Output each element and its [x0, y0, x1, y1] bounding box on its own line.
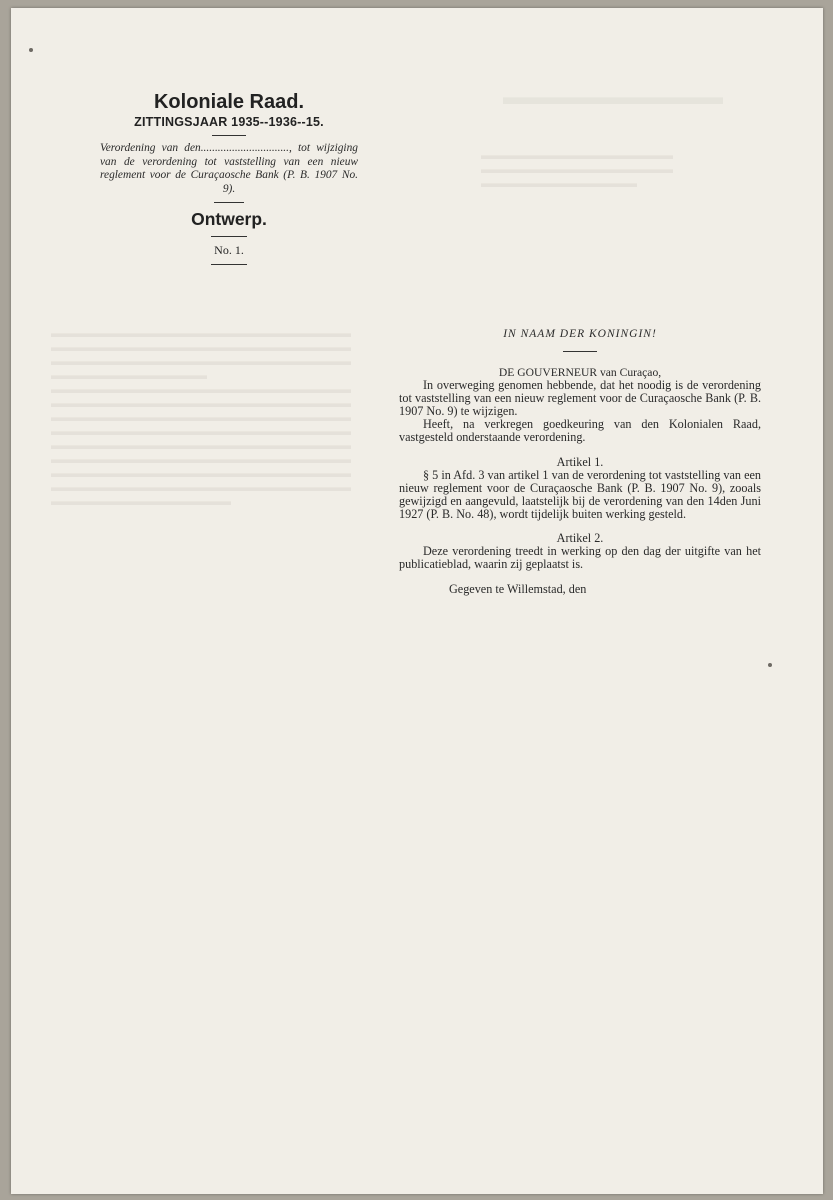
- document-header: [94, 90, 364, 271]
- document-number: No. 1.: [214, 243, 244, 257]
- divider: [214, 202, 244, 203]
- document-page: ▬▬▬▬▬▬▬▬▬▬ ▬▬▬▬▬▬▬▬▬▬▬▬▬▬▬▬ ▬▬▬▬▬▬▬▬▬▬▬▬▬▬▬▬ ▬▬▬▬▬▬▬▬▬▬▬▬▬ ▬▬▬▬▬▬▬▬▬▬▬▬▬▬▬▬▬▬▬▬▬▬▬▬▬ ▬▬▬▬▬▬▬▬▬▬▬▬▬▬▬▬▬▬▬▬▬▬▬▬▬ ▬▬▬▬▬▬▬▬▬▬▬▬▬▬▬▬▬▬▬▬▬▬▬▬▬ ▬▬▬▬▬▬▬▬▬▬▬▬▬ ▬▬▬▬▬▬▬▬▬▬▬▬▬▬▬▬▬▬▬▬▬▬▬▬▬ ▬▬▬▬▬▬▬▬▬▬▬▬▬▬▬▬▬▬▬▬▬▬▬▬▬ ▬▬▬▬▬▬▬▬▬▬▬▬▬▬▬▬▬▬▬▬▬▬▬▬▬ ▬▬▬▬▬▬▬▬▬▬▬▬▬▬▬▬▬▬▬▬▬▬▬▬▬ ▬▬▬▬▬▬▬▬▬▬▬▬▬▬▬▬▬▬▬▬▬▬▬▬▬ ▬▬▬▬▬▬▬▬▬▬▬▬▬▬▬▬▬▬▬▬▬▬▬▬▬ ▬▬▬▬▬▬▬▬▬▬▬▬▬▬▬▬▬▬▬▬▬▬▬▬▬ ▬▬▬▬▬▬▬▬▬▬▬▬▬▬▬▬▬▬▬▬▬▬▬▬▬ ▬▬▬▬▬▬▬▬▬▬▬▬▬▬▬ Koloniale Raad. ZITTINGSJAAR 1935--1936--15. Verordening van den..............................., tot wijziging van de verordening tot vaststelling van een nieuw reglement voor de Curaçaosche Bank (P. B. 1907 No. 9). Ontwerp. No. 1. IN NAAM DER KONINGIN! DE GOUVERNEUR van Curaçao, In overweging genomen hebbende, dat het noodig is de verordening tot vaststelling van een nieuw reglement voor de Curaçaosche Bank (P. B. 1907 No. 9) te wijzigen. Heeft, na verkregen goedkeuring van den Kolonialen Raad, vastgesteld onderstaande verordening. Artikel 1. § 5 in Afd. 3 van artikel 1 van de verordening tot vaststelling van een nieuw reglement voor de Curaçaosche Bank (P. B. 1907 No. 9), zooals gewijzigd en aangevuld, laatstelijk bij de verordening van den 14den Juni 1927 (P. B. No. 48), wordt tijdelijk buiten werking gesteld. Artikel 2. Deze verordening treedt in werking op den dag der uitgifte van het publicatieblad, waarin zij geplaatst is. Gegeven te Willemstad, den: [11, 8, 823, 1194]
- governor-line: DE GOUVERNEUR van Curaçao,: [498, 366, 662, 379]
- paper-speck: [29, 48, 33, 52]
- divider: [212, 135, 246, 136]
- enacted-paragraph: Heeft, na verkregen goedkeuring van den Kolonialen Raad, vastgesteld onderstaande verordening.: [399, 417, 761, 444]
- given-at-line: Gegeven te Willemstad, den: [449, 582, 587, 596]
- session-year: ZITTINGSJAAR 1935--1936--15.: [134, 115, 324, 129]
- article-2-text: Deze verordening treedt in werking op den dag der uitgifte van het publicatieblad, waarin zij geplaatst is.: [399, 544, 761, 571]
- considering-paragraph: In overweging genomen hebbende, dat het noodig is de verordening tot vaststelling van een nieuw reglement voor de Curaçaosche Bank (P. B. 1907 No. 9) te wijzigen.: [399, 378, 761, 418]
- draft-label: Ontwerp.: [191, 209, 267, 229]
- article-1-heading: Artikel 1.: [556, 455, 604, 469]
- article-1-text: § 5 in Afd. 3 van artikel 1 van de verordening tot vaststelling van een nieuw reglement voor de Curaçaosche Bank (P. B. 1907 No. 9), zooals gewijzigd en aangevuld, laatstelijk bij de verordening van den 14den Juni 1927 (P. B. No. 48), wordt tijdelijk buiten werking gesteld.: [399, 468, 761, 521]
- ordinance-description: Verordening van den..............................., tot wijziging van de verordening tot vaststelling van een nieuw reglement voor de Curaçaosche Bank (P. B. 1907 No. 9).: [100, 142, 358, 195]
- divider: [211, 264, 247, 265]
- divider: [211, 236, 247, 237]
- divider: [563, 351, 597, 352]
- article-2-heading: Artikel 2.: [556, 531, 604, 545]
- ordinance-body: [399, 328, 761, 596]
- paper-speck: [768, 663, 772, 667]
- council-title: Koloniale Raad.: [153, 91, 305, 113]
- invocation: IN NAAM DER KONINGIN!: [503, 328, 657, 340]
